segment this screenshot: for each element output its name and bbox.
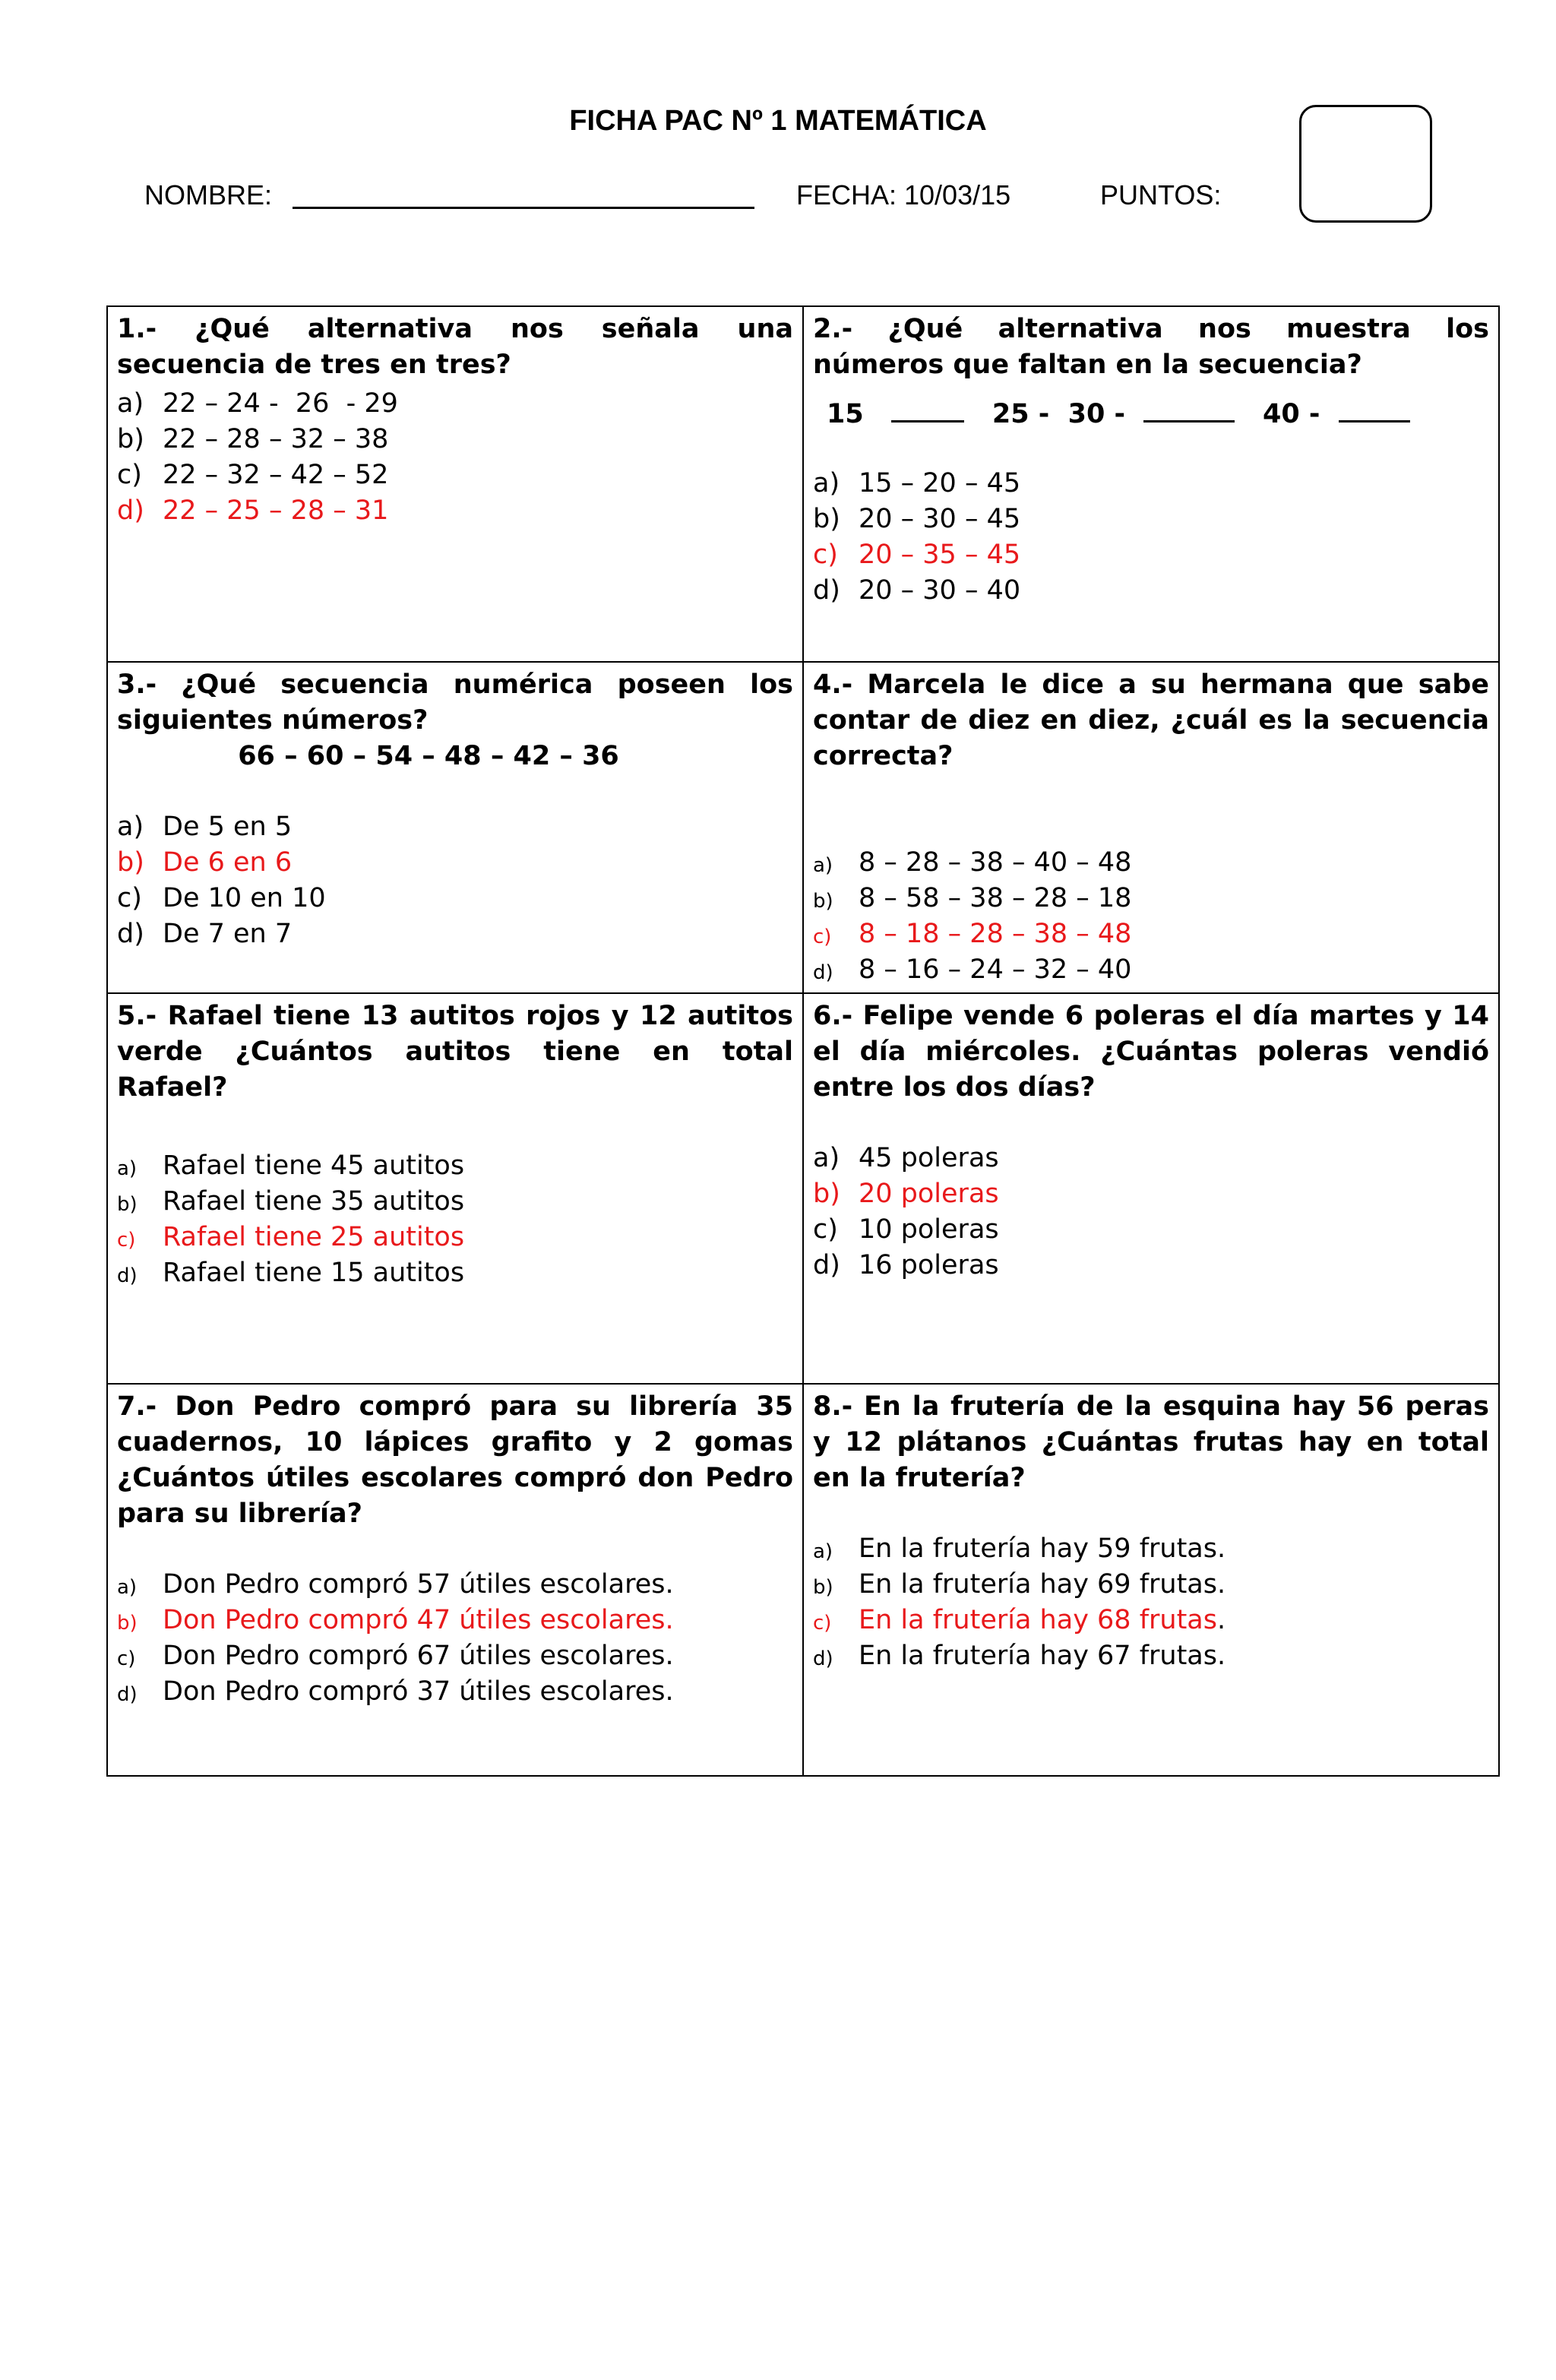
question-8-options <box>813 1531 1489 1674</box>
option: a) Rafael tiene 45 autitos <box>117 1150 465 1181</box>
option: a) Don Pedro compró 57 útiles escolares. <box>117 1569 674 1600</box>
option: a) De 5 en 5 <box>117 812 293 842</box>
question-2-sequence: 15 25 - 30 - 40 - <box>813 397 1489 432</box>
option-correct: c) En la frutería hay 68 frutas. <box>813 1605 1226 1635</box>
option-correct: b) 20 poleras <box>813 1179 999 1209</box>
option: d) 20 – 30 – 40 <box>813 575 1021 606</box>
question-8-text: 8.- En la frutería de la esquina hay 56 peras y 12 plátanos ¿Cuántas frutas hay en total en la frutería? <box>813 1391 1489 1493</box>
score-box[interactable] <box>1299 105 1432 223</box>
question-6-cell <box>803 993 1499 1384</box>
question-3-options <box>117 809 793 952</box>
option-correct: d) 22 – 25 – 28 – 31 <box>117 495 389 526</box>
puntos-label: PUNTOS: <box>1100 179 1222 210</box>
option: d) En la frutería hay 67 frutas. <box>813 1641 1226 1671</box>
option: c) 10 poleras <box>813 1214 999 1245</box>
option: b) 20 – 30 – 45 <box>813 504 1021 534</box>
question-4-cell <box>803 662 1499 993</box>
option-correct: b) De 6 en 6 <box>117 847 293 878</box>
option: d) 16 poleras <box>813 1250 999 1280</box>
question-7-text: 7.- Don Pedro compró para su librería 35 cuadernos, 10 lápices grafito y 2 gomas ¿Cuántos útiles escolares compró don Pedro para su librería? <box>117 1391 793 1529</box>
option: b) 8 – 58 – 38 – 28 – 18 <box>813 883 1132 913</box>
option: a) 8 – 28 – 38 – 40 – 48 <box>813 847 1132 878</box>
page-title: FICHA PAC Nº 1 MATEMÁTICA <box>569 105 987 137</box>
question-5-options <box>117 1148 793 1291</box>
option: b) 22 – 28 – 32 – 38 <box>117 424 389 454</box>
option: a) 15 – 20 – 45 <box>813 468 1021 498</box>
question-6-options <box>813 1141 1489 1283</box>
question-7-cell <box>107 1384 803 1776</box>
question-4-options <box>813 845 1489 988</box>
question-8-cell <box>803 1384 1499 1776</box>
fecha-label: FECHA: 10/03/15 <box>796 179 1011 210</box>
question-2-options <box>813 466 1489 609</box>
option: d) Don Pedro compró 37 útiles escolares. <box>117 1676 674 1707</box>
question-2-text: 2.- ¿Qué alternativa nos muestra los números que faltan en la secuencia? <box>813 314 1489 380</box>
questions-grid <box>106 305 1500 1777</box>
question-6-text: 6.- Felipe vende 6 poleras el día martes y 14 el día miércoles. ¿Cuántas poleras vendió entre los dos días? <box>813 1001 1489 1103</box>
option-correct: c) Rafael tiene 25 autitos <box>117 1222 465 1252</box>
option: d) Rafael tiene 15 autitos <box>117 1258 465 1288</box>
option: c) 22 – 32 – 42 – 52 <box>117 460 389 490</box>
question-1-text: 1.- ¿Qué alternativa nos señala una secuencia de tres en tres? <box>117 314 793 380</box>
option-correct: b) Don Pedro compró 47 útiles escolares. <box>117 1605 674 1635</box>
question-4-text: 4.- Marcela le dice a su hermana que sabe contar de diez en diez, ¿cuál es la secuencia correcta? <box>813 669 1489 771</box>
nombre-input-line[interactable] <box>293 207 754 209</box>
question-1-cell <box>107 306 803 662</box>
question-3-cell <box>107 662 803 993</box>
option: a) 22 – 24 - 26 - 29 <box>117 388 398 419</box>
option: a) En la frutería hay 59 frutas. <box>813 1533 1226 1564</box>
question-3-sequence: 66 – 60 – 54 – 48 – 42 – 36 <box>238 741 619 771</box>
option: a) 45 poleras <box>813 1143 999 1173</box>
option: c) De 10 en 10 <box>117 883 326 913</box>
question-2-cell <box>803 306 1499 662</box>
question-3-text: 3.- ¿Qué secuencia numérica poseen los siguientes números? <box>117 669 793 736</box>
option: b) En la frutería hay 69 frutas. <box>813 1569 1226 1600</box>
option: d) 8 – 16 – 24 – 32 – 40 <box>813 954 1132 985</box>
option: b) Rafael tiene 35 autitos <box>117 1186 465 1217</box>
question-1-options <box>117 386 793 529</box>
nombre-label: NOMBRE: <box>144 179 273 210</box>
option: d) De 7 en 7 <box>117 919 293 949</box>
question-7-options <box>117 1567 793 1710</box>
question-5-cell <box>107 993 803 1384</box>
question-5-text: 5.- Rafael tiene 13 autitos rojos y 12 autitos verde ¿Cuántos autitos tiene en total Rafael? <box>117 1001 793 1103</box>
option-correct: c) 20 – 35 – 45 <box>813 540 1021 570</box>
option-correct: c) 8 – 18 – 28 – 38 – 48 <box>813 919 1132 949</box>
option: c) Don Pedro compró 67 útiles escolares. <box>117 1641 674 1671</box>
